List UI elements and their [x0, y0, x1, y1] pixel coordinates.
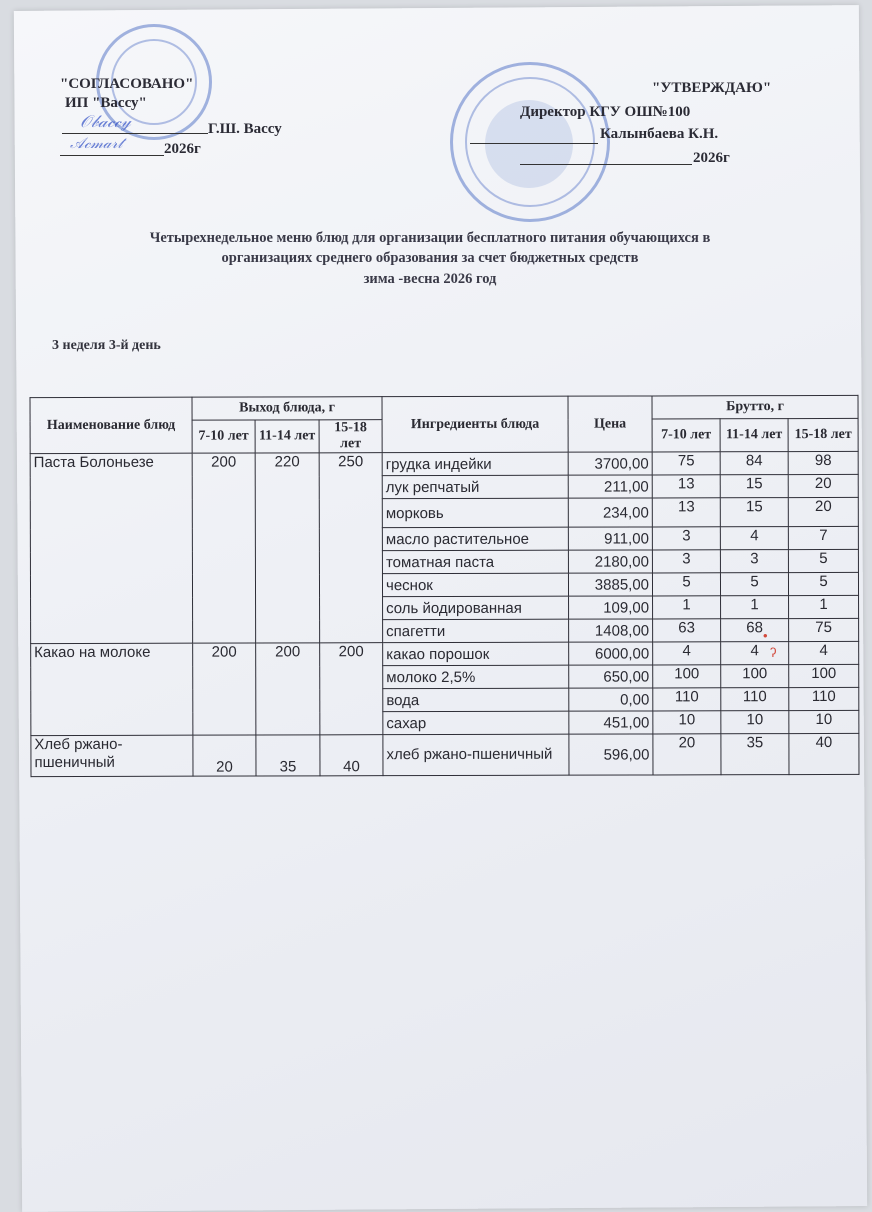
brutto-7-10: 63	[653, 619, 721, 642]
yield-11-14: 35	[256, 735, 320, 776]
ingredient: грудка индейки	[382, 452, 568, 475]
brutto-11-14: 110	[721, 688, 789, 711]
price: 911,00	[568, 527, 652, 550]
table-row	[31, 641, 859, 666]
approved-left-year: 2026г	[164, 141, 201, 157]
brutto-15-18: 75	[789, 618, 859, 641]
ingredient: вода	[383, 688, 569, 711]
brutto-11-14: 4	[720, 527, 788, 550]
brutto-7-10: 10	[653, 711, 721, 734]
approved-left-org: ИП "Вассу"	[65, 95, 147, 111]
header-price: Цена	[568, 396, 652, 452]
brutto-15-18: 10	[789, 710, 859, 733]
brutto-11-14: 84	[720, 452, 788, 475]
price: 211,00	[568, 475, 652, 498]
brutto-15-18: 110	[789, 687, 859, 710]
table-row	[31, 733, 859, 776]
price: 451,00	[569, 711, 653, 734]
header-yield: Выход блюда, г	[192, 397, 382, 420]
brutto-15-18: 5	[788, 549, 858, 572]
week-day-label: 3 неделя 3-й день	[52, 338, 161, 353]
table-row	[30, 451, 858, 476]
ingredient: соль йодированная	[383, 596, 569, 619]
brutto-11-14: 10	[721, 711, 789, 734]
price: 6000,00	[569, 642, 653, 665]
brutto-7-10: 100	[653, 665, 721, 688]
header-brutto: Брутто, г	[652, 395, 858, 419]
ingredient: молоко 2,5%	[383, 665, 569, 688]
brutto-15-18: 100	[789, 664, 859, 687]
brutto-7-10: 1	[653, 596, 721, 619]
brutto-15-18: 7	[788, 526, 858, 549]
approved-left-title: "СОГЛАСОВАНО"	[60, 76, 194, 92]
ingredient: какао порошок	[383, 642, 569, 665]
header-dish: Наименование блюд	[30, 397, 192, 453]
brutto-15-18: 20	[788, 474, 858, 497]
ingredient: лук репчатый	[382, 475, 568, 498]
brutto-15-18: 20	[788, 497, 858, 526]
price: 109,00	[569, 596, 653, 619]
header-yield-age-11-14: 11-14 лет	[255, 420, 319, 453]
price: 596,00	[569, 734, 653, 775]
red-pen-mark: •	[763, 628, 768, 643]
brutto-7-10: 20	[653, 734, 721, 775]
brutto-15-18: 40	[789, 733, 859, 774]
brutto-11-14: 68	[721, 619, 789, 642]
yield-11-14: 200	[256, 643, 320, 735]
ingredient: сахар	[383, 711, 569, 734]
dish-name: Хлеб ржано-пшеничный	[31, 735, 193, 776]
yield-11-14: 220	[255, 453, 319, 643]
yield-7-10: 200	[192, 453, 255, 643]
brutto-11-14: 3	[720, 550, 788, 573]
header-yield-age-15-18: 15-18 лет	[319, 420, 382, 453]
approve-right-title: "УТВЕРЖДАЮ"	[652, 80, 772, 96]
yield-15-18: 200	[320, 643, 383, 735]
brutto-11-14: 35	[721, 734, 789, 775]
dish-name: Какао на молоке	[31, 643, 193, 735]
brutto-11-14: 15	[720, 475, 788, 498]
brutto-7-10: 4	[653, 642, 721, 665]
approve-right-year: 2026г	[693, 150, 730, 166]
price: 1408,00	[569, 619, 653, 642]
price: 0,00	[569, 688, 653, 711]
brutto-7-10: 3	[652, 550, 720, 573]
yield-15-18: 250	[319, 453, 383, 643]
header-brutto-age-15-18: 15-18 лет	[788, 418, 858, 451]
signature-line-right	[470, 142, 598, 144]
brutto-7-10: 110	[653, 688, 721, 711]
dish-name: Паста Болоньезе	[30, 453, 192, 643]
header-brutto-age-7-10: 7-10 лет	[652, 419, 720, 452]
brutto-15-18: 5	[788, 572, 858, 595]
brutto-11-14: 15	[720, 498, 788, 527]
brutto-7-10: 75	[652, 452, 720, 475]
yield-7-10: 20	[193, 735, 256, 776]
date-line-right	[520, 163, 692, 165]
red-pen-mark: ʔ	[770, 645, 777, 660]
header-brutto-age-11-14: 11-14 лет	[720, 419, 788, 452]
header-yield-age-7-10: 7-10 лет	[192, 420, 255, 453]
handwritten-date-left: 𝒜𝒸𝓂𝒶𝓇𝓉	[70, 134, 123, 152]
price: 3700,00	[568, 452, 652, 475]
approved-left-name: Г.Ш. Вассу	[208, 121, 282, 137]
brutto-7-10: 13	[652, 475, 720, 498]
menu-title-line-1: Четырехнедельное меню блюд для организации бесплатного питания обучающихся в	[149, 230, 711, 246]
brutto-7-10: 13	[652, 498, 720, 527]
brutto-7-10: 5	[652, 573, 720, 596]
header-ingredients: Ингредиенты блюда	[382, 396, 568, 452]
price: 650,00	[569, 665, 653, 688]
brutto-7-10: 3	[652, 527, 720, 550]
ingredient: спагетти	[383, 619, 569, 642]
menu-table	[30, 395, 860, 777]
ingredient: хлеб ржано-пшеничный	[383, 734, 569, 775]
brutto-15-18: 4	[789, 641, 859, 664]
brutto-15-18: 98	[788, 451, 858, 474]
ingredient: масло растительное	[382, 527, 568, 550]
menu-title-line-2: организациях среднего образования за счет бюджетных средств	[221, 250, 639, 266]
brutto-15-18: 1	[789, 595, 859, 618]
brutto-11-14: 4	[721, 642, 789, 665]
ingredient: чеснок	[382, 573, 568, 596]
ingredient: морковь	[382, 498, 568, 527]
menu-title-line-3: зима -весна 2026 год	[363, 271, 497, 287]
price: 234,00	[568, 498, 652, 527]
price: 3885,00	[568, 573, 652, 596]
yield-7-10: 200	[193, 643, 256, 735]
handwritten-signature-left: 𝒪𝒷𝒶𝒸𝒸𝓎	[80, 112, 131, 132]
yield-15-18: 40	[320, 735, 383, 776]
brutto-11-14: 5	[720, 573, 788, 596]
approve-right-position: Директор КГУ ОШ№100	[520, 104, 691, 120]
brutto-11-14: 100	[721, 665, 789, 688]
price: 2180,00	[568, 550, 652, 573]
approve-right-name: Калынбаева К.Н.	[600, 126, 719, 142]
date-line-left	[60, 154, 164, 156]
ingredient: томатная паста	[382, 550, 568, 573]
brutto-11-14: 1	[721, 596, 789, 619]
